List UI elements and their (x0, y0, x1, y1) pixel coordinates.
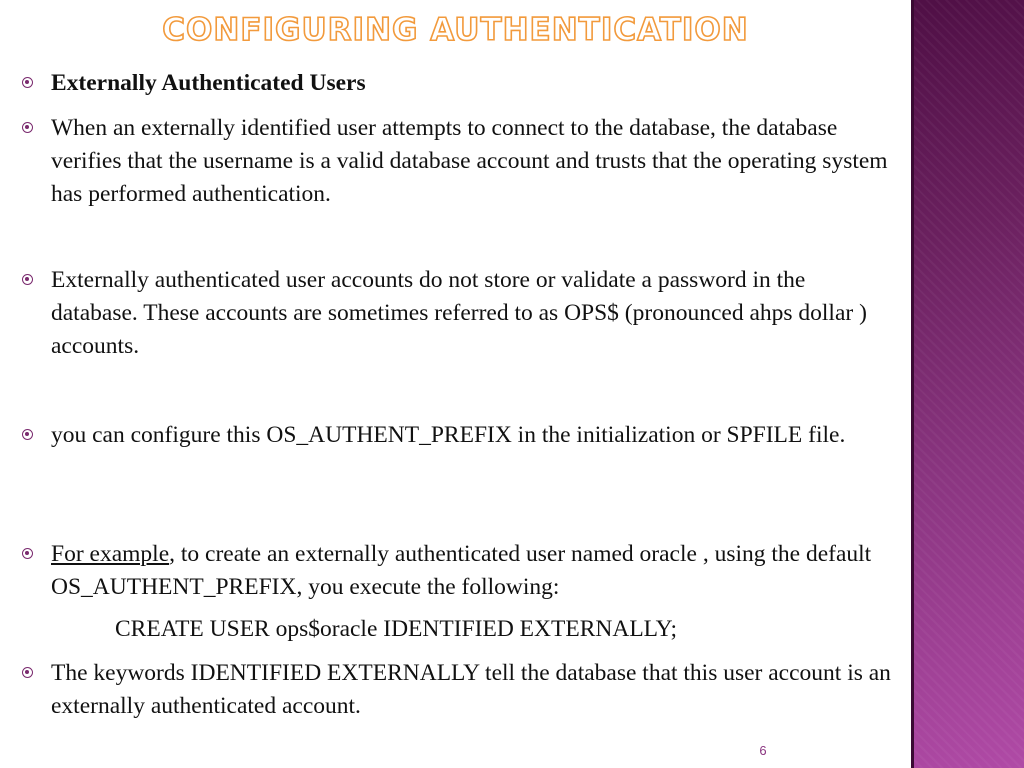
bullet-item (22, 419, 892, 452)
bullet-item (22, 657, 892, 723)
circle-dot-icon (22, 667, 33, 678)
bullet-text: The keywords IDENTIFIED EXTERNALLY tell the database that this user account is an externally authenticated account. (51, 660, 891, 719)
circle-dot-icon (22, 429, 33, 440)
bullet-text: you can configure this OS_AUTHENT_PREFIX in the initialization or SPFILE file. (51, 422, 846, 448)
bullet-item (22, 538, 892, 604)
example-link[interactable]: For example (51, 541, 170, 567)
code-example: CREATE USER ops$oracle IDENTIFIED EXTERNALLY; (115, 616, 678, 642)
side-panel-edge (911, 0, 914, 768)
bullet-text: Externally authenticated user accounts do not store or validate a password in the database. These accounts are sometimes referred to as OPS$ (pronounced ahps dollar ) accounts. (51, 267, 867, 359)
circle-dot-icon (22, 274, 33, 285)
bullet-text (51, 538, 892, 604)
bullet-text-rest: , to create an externally authenticated user named oracle , using the default OS_AUTHENT_PREFIX, you execute the following: (51, 541, 872, 600)
slide-title: CONFIGURING AUTHENTICATION (162, 12, 749, 48)
side-panel-texture (911, 0, 1024, 768)
bullet-text: When an externally identified user attempts to connect to the database, the database verifies that the username is a valid database account and trusts that the operating system has performed authentication. (51, 115, 888, 207)
decorative-side-panel (911, 0, 1024, 768)
bullet-item (22, 112, 892, 211)
bullet-text: Externally Authenticated Users (51, 70, 366, 96)
circle-dot-icon (22, 77, 33, 88)
bullet-item (22, 67, 892, 100)
circle-dot-icon (22, 122, 33, 133)
circle-dot-icon (22, 548, 33, 559)
page-number: 6 (759, 743, 767, 758)
bullet-item (22, 264, 892, 363)
